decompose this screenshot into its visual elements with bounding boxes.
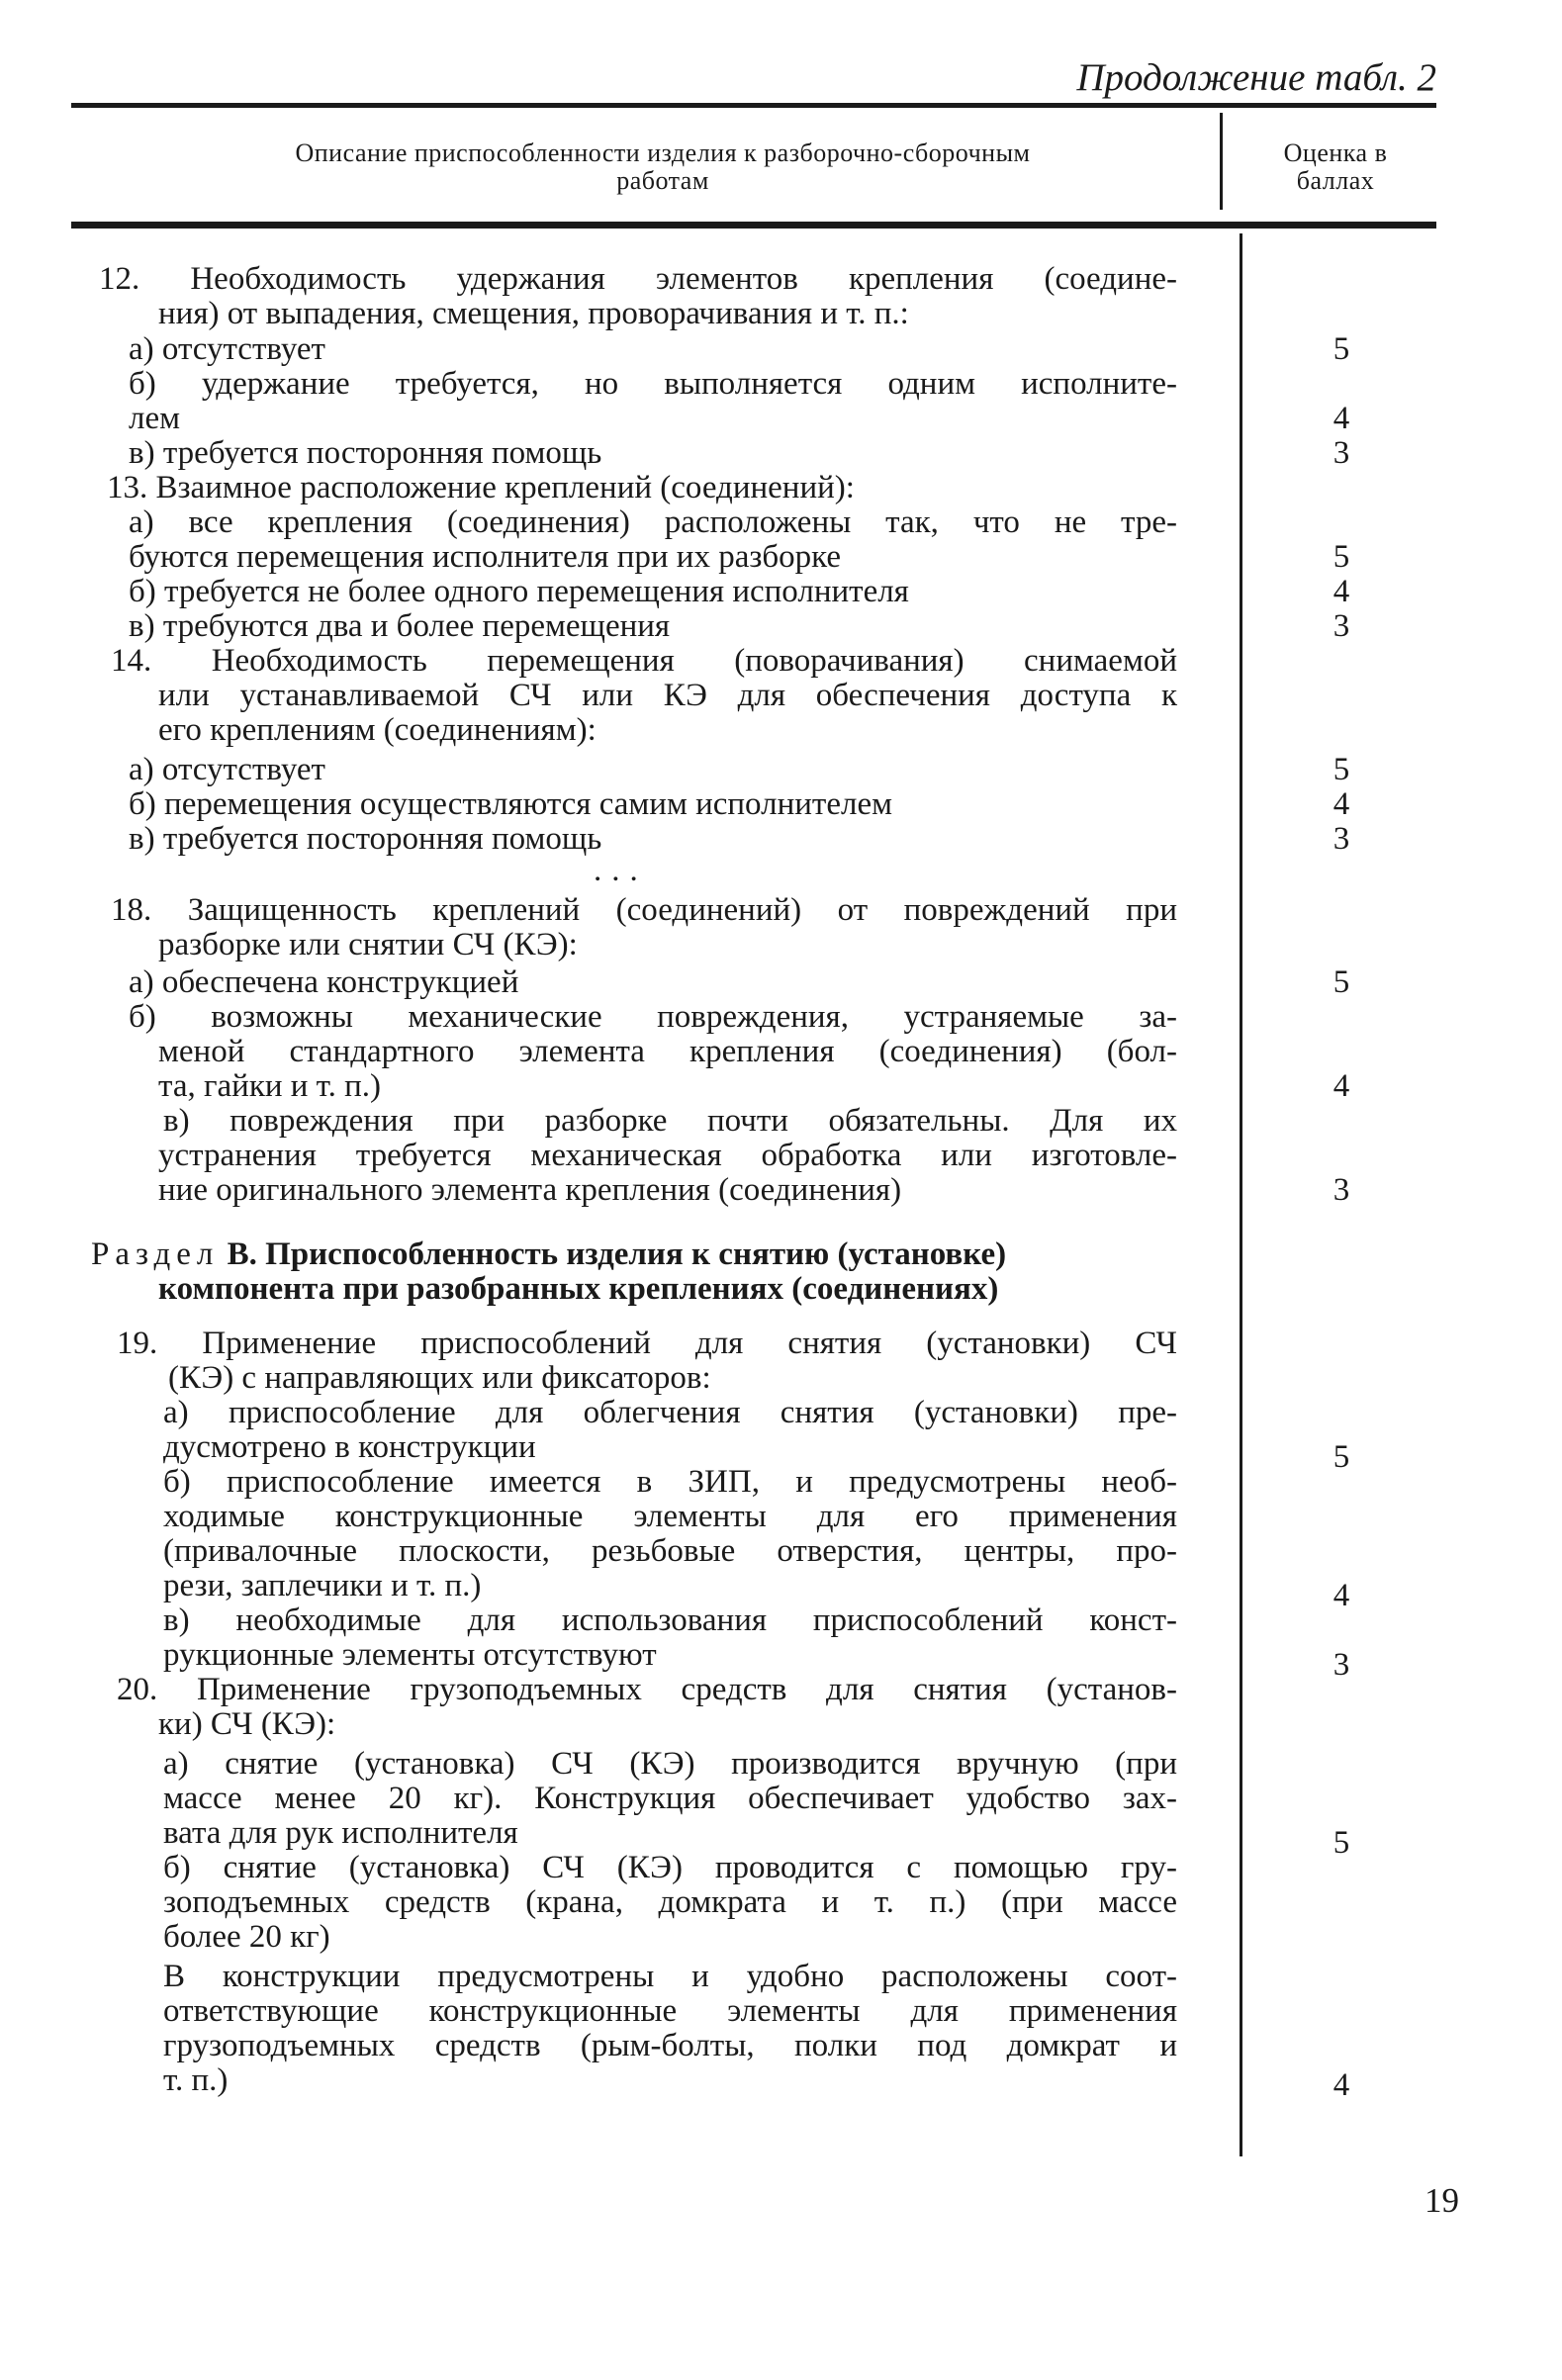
item-18-option-c-line-2: устранения требуется механическая обработка или изготовле-: [158, 1138, 1177, 1173]
item-18-option-a: а) обеспечена конструкцией: [129, 964, 519, 1000]
item-12-line-1: 12. Необходимость удержания элементов крепления (соедине-: [99, 261, 1177, 297]
score-20-b: 4: [1332, 2067, 1350, 2103]
item-18-line-1: 18. Защищенность креплений (соединений) от повреждений при: [111, 892, 1177, 928]
item-18-option-c-line-3: ние оригинального элемента крепления (соединения): [158, 1172, 902, 1208]
item-13-option-c: в) требуются два и более перемещения: [129, 608, 671, 644]
score-19-a: 5: [1332, 1439, 1350, 1475]
item-18-option-b-line-2: меной стандартного элемента крепления (соединения) (бол-: [158, 1034, 1177, 1069]
score-19-c: 3: [1332, 1647, 1350, 1683]
section-b-heading-line-2: компонента при разобранных креплениях (соединениях): [158, 1271, 999, 1307]
omission-ellipsis: ...: [594, 853, 648, 888]
item-19-option-b-line-4: рези, заплечики и т. п.): [163, 1568, 482, 1603]
item-19-line-2: (КЭ) с направляющих или фиксаторов:: [168, 1360, 711, 1396]
item-13-option-a-line-2: буются перемещения исполнителя при их разборке: [129, 539, 842, 575]
item-19-line-1: 19. Применение приспособлений для снятия (установки) СЧ: [117, 1326, 1177, 1361]
score-18-c: 3: [1332, 1172, 1350, 1208]
item-18-option-b-line-3: та, гайки и т. п.): [158, 1068, 382, 1104]
item-18-option-c-line-1: в) повреждения при разборке почти обязательны. Для их: [163, 1103, 1177, 1139]
section-b-title: В. Приспособленность изделия к снятию (установке): [227, 1236, 1007, 1272]
top-rule: [71, 103, 1436, 108]
body-column-divider: [1240, 233, 1242, 2156]
item-20-line-2: ки) СЧ (КЭ):: [158, 1706, 336, 1742]
score-12-c: 3: [1332, 435, 1350, 471]
item-14-option-a: а) отсутствует: [129, 752, 325, 787]
item-20-option-a-line-2: массе менее 20 кг). Конструкция обеспечивает удобство зах-: [163, 1781, 1177, 1816]
item-12-option-b-line-1: б) удержание требуется, но выполняется одним исполните-: [129, 366, 1177, 402]
item-14-option-c: в) требуется посторонняя помощь: [129, 821, 602, 857]
page-number: 19: [1424, 2181, 1459, 2220]
item-20-option-b-line-2: зоподъемных средств (крана, домкрата и т. п.) (при массе: [163, 1884, 1177, 1920]
column-header-description: [178, 139, 1148, 195]
item-14-line-1: 14. Необходимость перемещения (поворачивания) снимаемой: [111, 643, 1177, 679]
item-12-option-b-line-2: лем: [129, 401, 180, 436]
item-19-option-b-line-1: б) приспособление имеется в ЗИП, и предусмотрены необ-: [163, 1464, 1177, 1500]
item-20-option-b-line-3: более 20 кг): [163, 1919, 330, 1955]
item-20-option-a-line-1: а) снятие (установка) СЧ (КЭ) производится вручную (при: [163, 1746, 1177, 1782]
score-14-b: 4: [1332, 786, 1350, 822]
item-12-option-c: в) требуется посторонняя помощь: [129, 435, 602, 471]
score-12-a: 5: [1332, 331, 1350, 367]
section-label: Раздел: [91, 1236, 220, 1272]
item-19-option-c-line-2: рукционные элементы отсутствуют: [163, 1637, 657, 1673]
item-14-line-3: его креплениям (соединениям):: [158, 712, 597, 748]
column-header-score-line-1: Оценка в: [1283, 138, 1388, 167]
score-13-c: 3: [1332, 608, 1350, 644]
score-18-a: 5: [1332, 964, 1350, 1000]
item-13-line-1: 13. Взаимное расположение креплений (соединений):: [107, 470, 855, 505]
column-header-description-line-1: Описание приспособленности изделия к разборочно-сборочным: [295, 138, 1031, 167]
score-13-b: 4: [1332, 574, 1350, 609]
item-20-option-b-line-1: б) снятие (установка) СЧ (КЭ) проводится с помощью гру-: [163, 1850, 1177, 1885]
table-continuation-caption: Продолжение табл. 2: [1076, 56, 1436, 99]
item-20-option-b-line-5: ответствующие конструкционные элементы для применения: [163, 1993, 1177, 2029]
item-19-option-a-line-1: а) приспособление для облегчения снятия (установки) пре-: [163, 1395, 1177, 1430]
item-19-option-b-line-2: ходимые конструкционные элементы для его применения: [163, 1499, 1177, 1534]
score-12-b: 4: [1332, 401, 1350, 436]
item-19-option-b-line-3: (привалочные плоскости, резьбовые отверстия, центры, про-: [163, 1533, 1177, 1569]
item-14-line-2: или устанавливаемой СЧ или КЭ для обеспечения доступа к: [158, 678, 1177, 713]
column-header-score-line-2: баллах: [1296, 166, 1375, 195]
item-19-option-c-line-1: в) необходимые для использования приспособлений конст-: [163, 1602, 1177, 1638]
item-20-option-b-line-6: грузоподъемных средств (рым-болты, полки под домкрат и: [163, 2028, 1177, 2063]
item-14-option-b: б) перемещения осуществляются самим исполнителем: [129, 786, 892, 822]
item-20-option-b-line-4: В конструкции предусмотрены и удобно расположены соот-: [163, 1959, 1177, 1994]
item-20-option-a-line-3: вата для рук исполнителя: [163, 1815, 518, 1851]
item-13-option-a-line-1: а) все крепления (соединения) расположены так, что не тре-: [129, 504, 1177, 540]
header-rule: [71, 222, 1436, 229]
score-14-a: 5: [1332, 752, 1350, 787]
score-13-a: 5: [1332, 539, 1350, 575]
score-18-b: 4: [1332, 1068, 1350, 1104]
item-18-line-2: разборке или снятии СЧ (КЭ):: [158, 927, 578, 962]
header-column-divider: [1220, 113, 1223, 210]
item-12-option-a: а) отсутствует: [129, 331, 325, 367]
score-14-c: 3: [1332, 821, 1350, 857]
score-20-a: 5: [1332, 1825, 1350, 1861]
item-19-option-a-line-2: дусмотрено в конструкции: [163, 1429, 536, 1465]
section-b-heading-line-1: [91, 1236, 1006, 1272]
item-18-option-b-line-1: б) возможны механические повреждения, устраняемые за-: [129, 999, 1177, 1035]
item-13-option-b: б) требуется не более одного перемещения исполнителя: [129, 574, 909, 609]
item-20-option-b-line-7: т. п.): [163, 2062, 229, 2098]
item-12-line-2: ния) от выпадения, смещения, проворачивания и т. п.:: [158, 296, 909, 331]
item-20-line-1: 20. Применение грузоподъемных средств для снятия (установ-: [117, 1672, 1177, 1707]
column-header-score: [1237, 139, 1434, 195]
column-header-description-line-2: работам: [616, 166, 709, 195]
score-19-b: 4: [1332, 1578, 1350, 1613]
